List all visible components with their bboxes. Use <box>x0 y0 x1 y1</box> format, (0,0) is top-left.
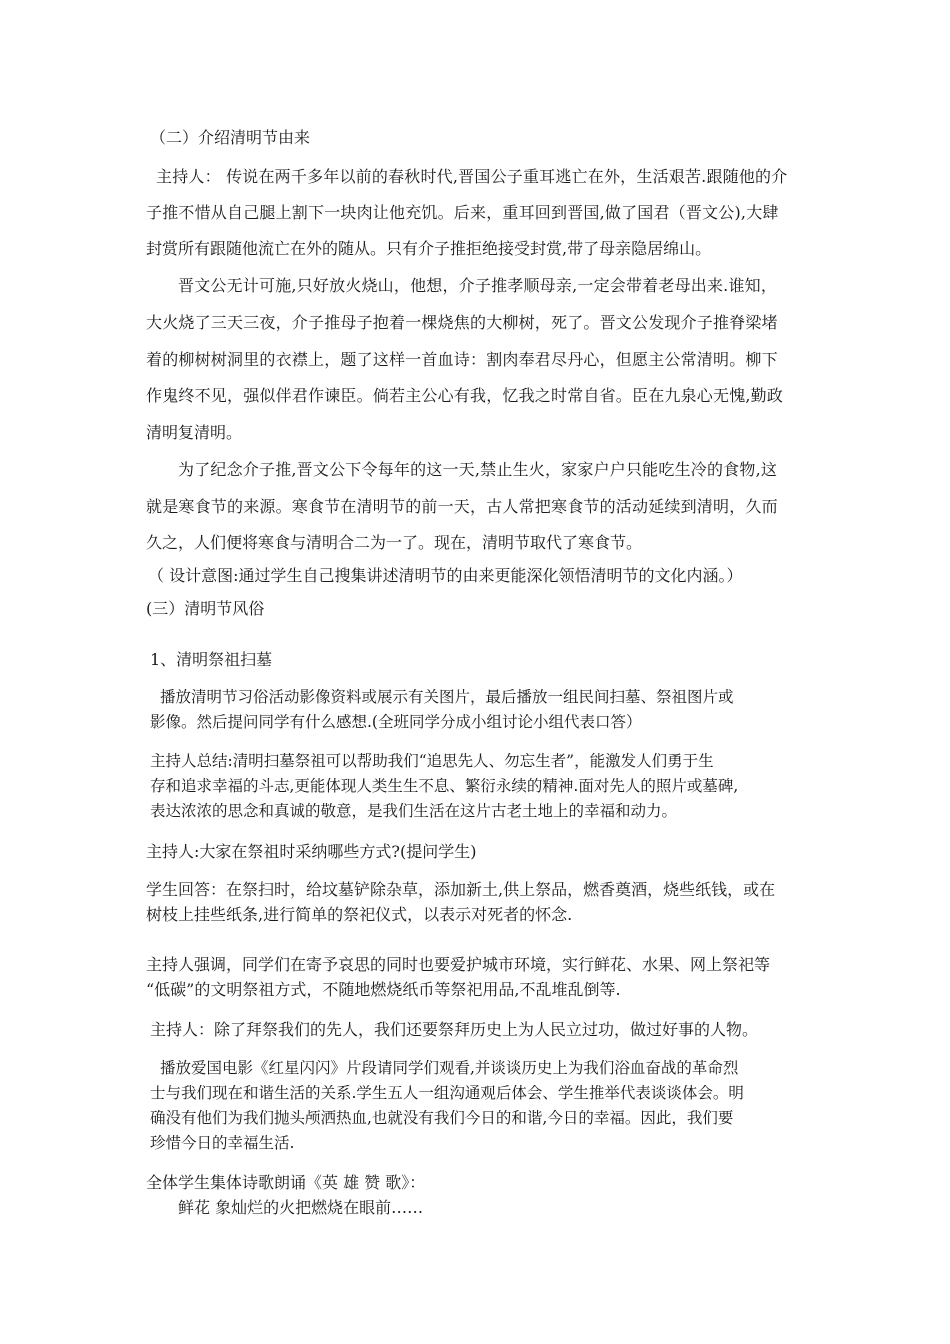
host-paragraph-line: 封赏所有跟随他流亡在外的随从。只有介子推拒绝接受封赏,带了母亲隐居绵山。 <box>146 239 712 258</box>
film-paragraph-line: 士与我们现在和谐生活的关系.学生五人一组沟通观后体会、学生推举代表谈谈体会。明 <box>150 1084 744 1102</box>
story-paragraph-line: 着的柳树树洞里的衣襟上，题了这样一首血诗：割肉奉君尽丹心，但愿主公常清明。柳下 <box>146 350 778 369</box>
summary-paragraph-line: 表达浓浓的思念和真诚的敬意，是我们生活在这片古老土地上的幸福和动力。 <box>150 802 678 820</box>
section-heading-origin: （二）介绍清明节由来 <box>150 128 311 147</box>
host-emphasis-line: 主持人强调，同学们在寄予哀思的同时也要爱护城市环境，实行鲜花、水果、网上祭祀等 <box>146 955 771 974</box>
film-paragraph-line: 珍惜今日的幸福生活. <box>150 1134 295 1152</box>
design-intent-note: （ 设计意图:通过学生自己搜集讲述清明节的由来更能深化领悟清明节的文化内涵。） <box>148 566 743 585</box>
host-question: 主持人:大家在祭祖时采纳哪些方式?(提问学生) <box>146 842 477 861</box>
student-answer-line: 树枝上挂些纸条,进行简单的祭祀仪式，以表示对死者的怀念. <box>146 905 573 924</box>
host-paragraph-line: 子推不惜从自己腿上割下一块肉让他充饥。后来，重耳回到晋国,做了国君（晋文公),大肆 <box>146 203 779 222</box>
film-paragraph-line: 确没有他们为我们抛头颅洒热血,也就没有我们今日的和谐,今日的幸福。因此，我们要 <box>150 1109 734 1127</box>
poem-recital-intro: 全体学生集体诗歌朗诵《英 雄 赞 歌》： <box>146 1173 426 1192</box>
story-paragraph-line: 作鬼终不见，强似伴君作谏臣。倘若主公心有我，忆我之时常自省。臣在九泉心无愧,勤政 <box>146 386 784 405</box>
poem-first-line: 鲜花 象灿烂的火把燃烧在眼前…… <box>178 1198 424 1217</box>
summary-paragraph-line: 存和追求幸福的斗志,更能体现人类生生不息、繁衍永续的精神.面对先人的照片或墓碑, <box>150 777 739 795</box>
story-paragraph-line: 清明复清明。 <box>146 423 243 442</box>
host-emphasis-line: “低碳”的文明祭祖方式，不随地燃烧纸币等祭祀用品,不乱堆乱倒等. <box>146 980 621 999</box>
film-paragraph-line: 播放爱国电影《红星闪闪》片段请同学们观看,并谈谈历史上为我们浴血奋战的革命烈 <box>160 1059 739 1077</box>
section-heading-customs: (三）清明节风俗 <box>146 599 265 618</box>
summary-paragraph-line: 主持人总结:清明扫墓祭祖可以帮助我们“追思先人、勿忘生者”，能激发人们勇于生 <box>150 752 714 770</box>
coldfood-paragraph-line: 为了纪念介子推,晋文公下令每年的这一天,禁止生火，家家户户只能吃生冷的食物,这 <box>178 460 778 479</box>
coldfood-paragraph-line: 就是寒食节的来源。寒食节在清明节的前一天，古人常把寒食节的活动延续到清明，久而 <box>146 497 778 516</box>
story-paragraph-line: 大火烧了三天三夜，介子推母子抱着一棵烧焦的大柳树，死了。晋文公发现介子推脊梁堵 <box>146 313 778 332</box>
host-heroes-paragraph: 主持人：除了拜祭我们的先人，我们还要祭拜历史上为人民立过功，做过好事的人物。 <box>150 1020 759 1039</box>
story-paragraph-line: 晋文公无计可施,只好放火烧山，他想，介子推孝顺母亲,一定会带着老母出来.谁知， <box>178 276 778 295</box>
subsection-heading-tomb-sweeping: 1、清明祭祖扫墓 <box>150 650 273 669</box>
student-answer-line: 学生回答：在祭扫时，给坟墓铲除杂草，添加新土,供上祭品，燃香奠酒，烧些纸钱，或在 <box>146 880 776 899</box>
video-paragraph-line: 播放清明节习俗活动影像资料或展示有关图片，最后播放一组民间扫墓、祭祖图片或 <box>160 688 734 706</box>
video-paragraph-line: 影像。然后提问同学有什么感想.(全班同学分成小组讨论小组代表口答） <box>150 713 642 731</box>
host-paragraph-line: 主持人： 传说在两千多年以前的春秋时代,晋国公子重耳逃亡在外，生活艰苦.跟随他的介 <box>156 167 788 186</box>
coldfood-paragraph-line: 久之，人们便将寒食与清明合二为一了。现在，清明节取代了寒食节。 <box>146 533 643 552</box>
